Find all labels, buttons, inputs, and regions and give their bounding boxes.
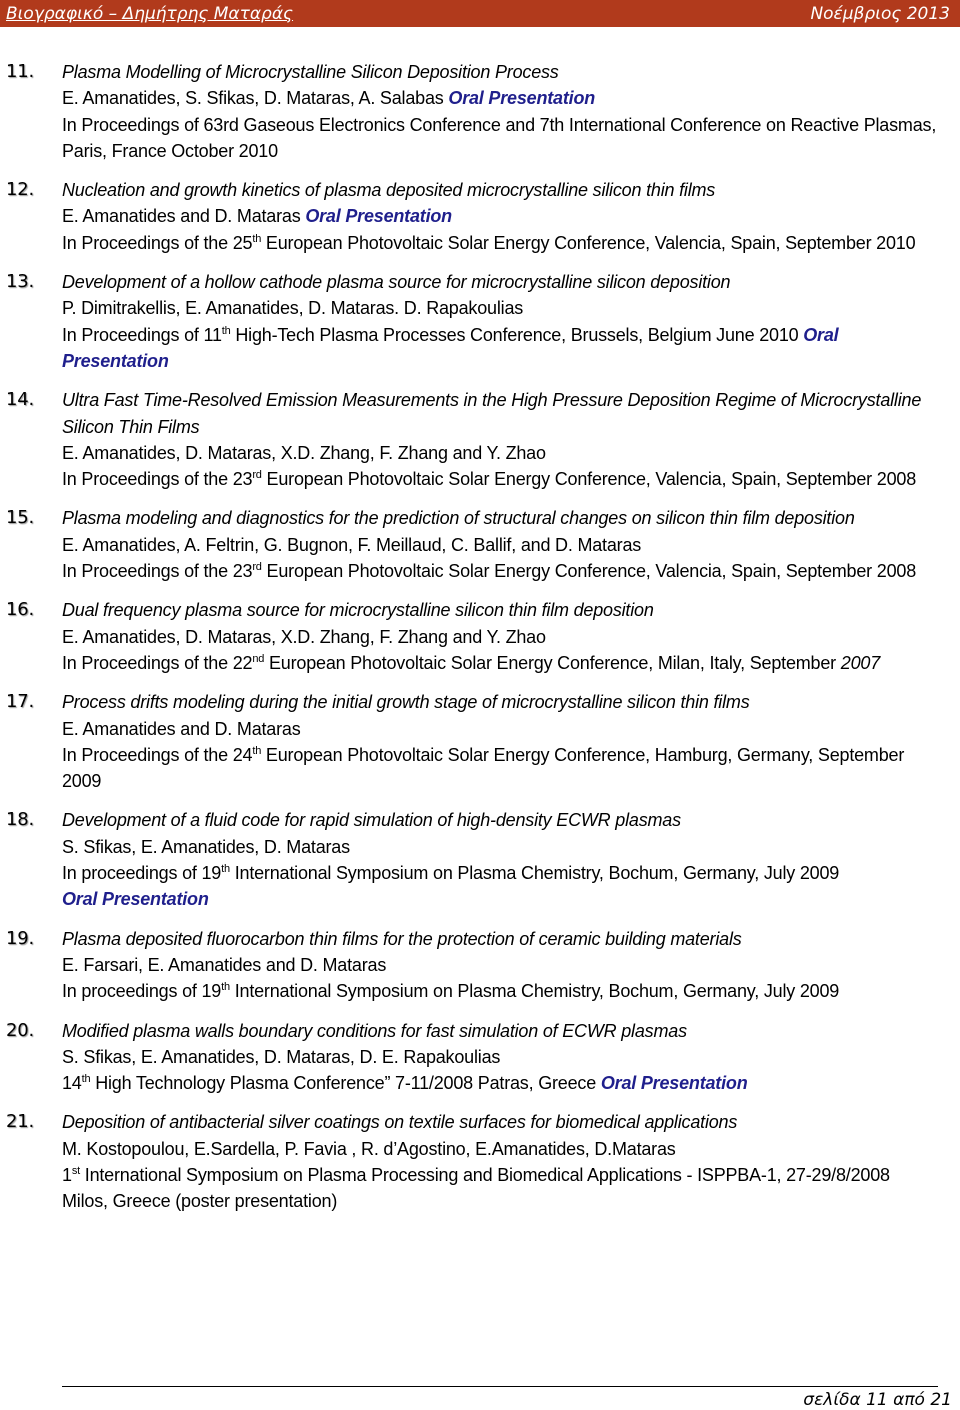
entry-proceedings	[62, 322, 960, 375]
proc-text: In Proceedings of the 25	[62, 232, 253, 253]
proc-text: In proceedings of 19	[62, 981, 222, 1002]
oral-presentation-label: Oral Presentation	[62, 324, 839, 371]
entry-number: 20.	[6, 1019, 35, 1041]
entry-title: Modified plasma walls boundary conditions for fast simulation of ECWR plasmas	[62, 1020, 687, 1041]
oral-presentation-label: Oral Presentation	[448, 88, 596, 109]
entry-title: Process drifts modeling during the initial growth stage of microcrystalline silicon thin films	[62, 692, 750, 713]
authors-text: E. Amanatides, S. Sfikas, D. Mataras, A. Salabas	[62, 88, 449, 109]
footer-divider	[62, 1386, 938, 1387]
entry-number: 18.	[6, 809, 35, 831]
entry-number: 11.	[6, 61, 35, 82]
entry-proceedings: In Proceedings of 63rd Gaseous Electronics Conference and 7th International Conference on Reactive Plasmas, Paris, France October 2010	[62, 114, 937, 161]
proc-text: High-Tech Plasma Processes Conference, Brussels, Belgium June 2010	[230, 324, 804, 345]
header-cv-title: Βιογραφικό – Δημήτρης Ματαράς	[6, 3, 294, 24]
ordinal-suffix: th	[252, 744, 262, 757]
page-number: σελίδα 11 από 21	[803, 1390, 952, 1410]
entry-number: 15.	[6, 507, 35, 529]
ordinal-suffix: th	[221, 324, 231, 337]
entry-authors: S. Sfikas, E. Amanatides, D. Mataras, D. E. Rapakoulias	[62, 1046, 501, 1067]
publication-entry	[0, 505, 960, 584]
oral-presentation-label: Oral Presentation	[600, 1073, 748, 1094]
oral-presentation-label: Oral Presentation	[305, 206, 452, 227]
entry-proceedings	[62, 860, 960, 886]
publication-entry	[0, 269, 960, 374]
proc-text: International Symposium on Plasma Processing and Biomedical Applications - ISPPBA-1, 27-29/8/2008 Milos, Greece (poster presentation)	[62, 1164, 890, 1212]
entry-proceedings	[62, 978, 960, 1004]
proc-text: European Photovoltaic Solar Energy Conference, Milan, Italy, September	[264, 652, 841, 673]
proc-text: 1	[62, 1164, 72, 1185]
entry-authors: S. Sfikas, E. Amanatides, D. Mataras	[62, 836, 350, 857]
entry-title: Plasma deposited fluorocarbon thin films for the protection of ceramic building materials	[62, 928, 742, 949]
entry-authors: E. Farsari, E. Amanatides and D. Mataras	[62, 954, 387, 975]
entry-number: 16.	[6, 599, 35, 621]
entry-proceedings	[62, 466, 960, 492]
entry-number: 12.	[6, 179, 35, 201]
proc-year: 2007	[840, 652, 881, 673]
proc-text: European Photovoltaic Solar Energy Conference, Hamburg, Germany, September 2009	[62, 744, 905, 792]
proc-text: In Proceedings of the 23	[62, 561, 253, 582]
proc-text: European Photovoltaic Solar Energy Conference, Valencia, Spain, September 2008	[261, 469, 917, 490]
entry-authors: E. Amanatides, D. Mataras, X.D. Zhang, F. Zhang and Y. Zhao	[62, 442, 546, 463]
ordinal-suffix: th	[81, 1073, 91, 1086]
publication-entry	[0, 807, 960, 912]
proc-text: In Proceedings of the 23	[62, 469, 253, 490]
entry-number: 13.	[6, 271, 35, 293]
entry-authors: E. Amanatides, D. Mataras, X.D. Zhang, F. Zhang and Y. Zhao	[62, 626, 546, 647]
ordinal-suffix: nd	[252, 652, 265, 665]
entry-title: Ultra Fast Time-Resolved Emission Measurements in the High Pressure Deposition Regime of Microcrystalline Silicon Thin Films	[62, 390, 922, 437]
entry-number: 19.	[6, 927, 35, 949]
ordinal-suffix: th	[252, 232, 262, 245]
entry-authors: E. Amanatides and D. Mataras	[62, 718, 301, 739]
header-date: Νοέμβριος 2013	[810, 3, 950, 24]
entry-number: 21.	[6, 1111, 35, 1133]
entry-authors	[62, 203, 960, 229]
ordinal-suffix: th	[221, 981, 230, 994]
ordinal-suffix: rd	[252, 561, 262, 574]
publication-entry	[0, 597, 960, 676]
entry-title: Nucleation and growth kinetics of plasma deposited microcrystalline silicon thin films	[62, 180, 716, 201]
authors-text: E. Amanatides and D. Mataras	[62, 206, 306, 227]
publication-list	[0, 59, 960, 1228]
entry-title: Deposition of antibacterial silver coatings on textile surfaces for biomedical applications	[62, 1112, 738, 1133]
entry-title: Dual frequency plasma source for microcrystalline silicon thin film deposition	[62, 600, 654, 621]
publication-entry	[0, 387, 960, 492]
entry-proceedings	[62, 558, 960, 584]
proc-text: International Symposium on Plasma Chemistry, Bochum, Germany, July 2009	[229, 863, 840, 884]
entry-authors: P. Dimitrakellis, E. Amanatides, D. Mataras. D. Rapakoulias	[62, 298, 524, 319]
proc-text: International Symposium on Plasma Chemistry, Bochum, Germany, July 2009	[229, 981, 840, 1002]
proc-text: High Technology Plasma Conference” 7-11/2008 Patras, Greece	[90, 1073, 601, 1094]
proc-text: European Photovoltaic Solar Energy Conference, Valencia, Spain, September 2008	[261, 561, 917, 582]
entry-title: Plasma Modelling of Microcrystalline Silicon Deposition Process	[62, 62, 559, 82]
entry-proceedings	[62, 230, 960, 256]
publication-entry	[0, 59, 960, 164]
entry-title: Development of a fluid code for rapid simulation of high-density ECWR plasmas	[62, 810, 681, 831]
proc-text: In Proceedings of the 24	[62, 744, 253, 765]
entry-proceedings	[62, 650, 960, 676]
entry-authors: E. Amanatides, A. Feltrin, G. Bugnon, F. Meillaud, C. Ballif, and D. Mataras	[62, 534, 642, 555]
publication-entry	[0, 1018, 960, 1097]
oral-presentation-label: Oral Presentation	[62, 889, 209, 910]
proc-text: In Proceedings of the 22	[62, 652, 253, 673]
entry-authors	[62, 85, 960, 111]
publication-entry	[0, 689, 960, 794]
publication-entry	[0, 926, 960, 1005]
ordinal-suffix: st	[71, 1164, 80, 1177]
entry-number: 14.	[6, 389, 35, 411]
ordinal-suffix: th	[221, 863, 230, 876]
proc-text: European Photovoltaic Solar Energy Conference, Valencia, Spain, September 2010	[261, 232, 916, 253]
publication-entry	[0, 1109, 960, 1214]
entry-proceedings	[62, 742, 960, 795]
entry-proceedings	[62, 1070, 960, 1096]
entry-number: 17.	[6, 691, 35, 713]
ordinal-suffix: rd	[252, 469, 262, 482]
proc-text: In Proceedings of 11	[62, 324, 222, 345]
proc-text: 14	[62, 1073, 82, 1094]
entry-title: Development of a hollow cathode plasma source for microcrystalline silicon deposition	[62, 272, 731, 293]
entry-title: Plasma modeling and diagnostics for the prediction of structural changes on silicon thin film deposition	[62, 508, 855, 529]
page-header	[0, 0, 960, 27]
entry-authors: M. Kostopoulou, E.Sardella, P. Favia , R. d’Agostino, E.Amanatides, D.Mataras	[62, 1138, 676, 1159]
publication-entry	[0, 177, 960, 256]
entry-proceedings	[62, 1162, 960, 1215]
proc-text: In proceedings of 19	[62, 863, 222, 884]
